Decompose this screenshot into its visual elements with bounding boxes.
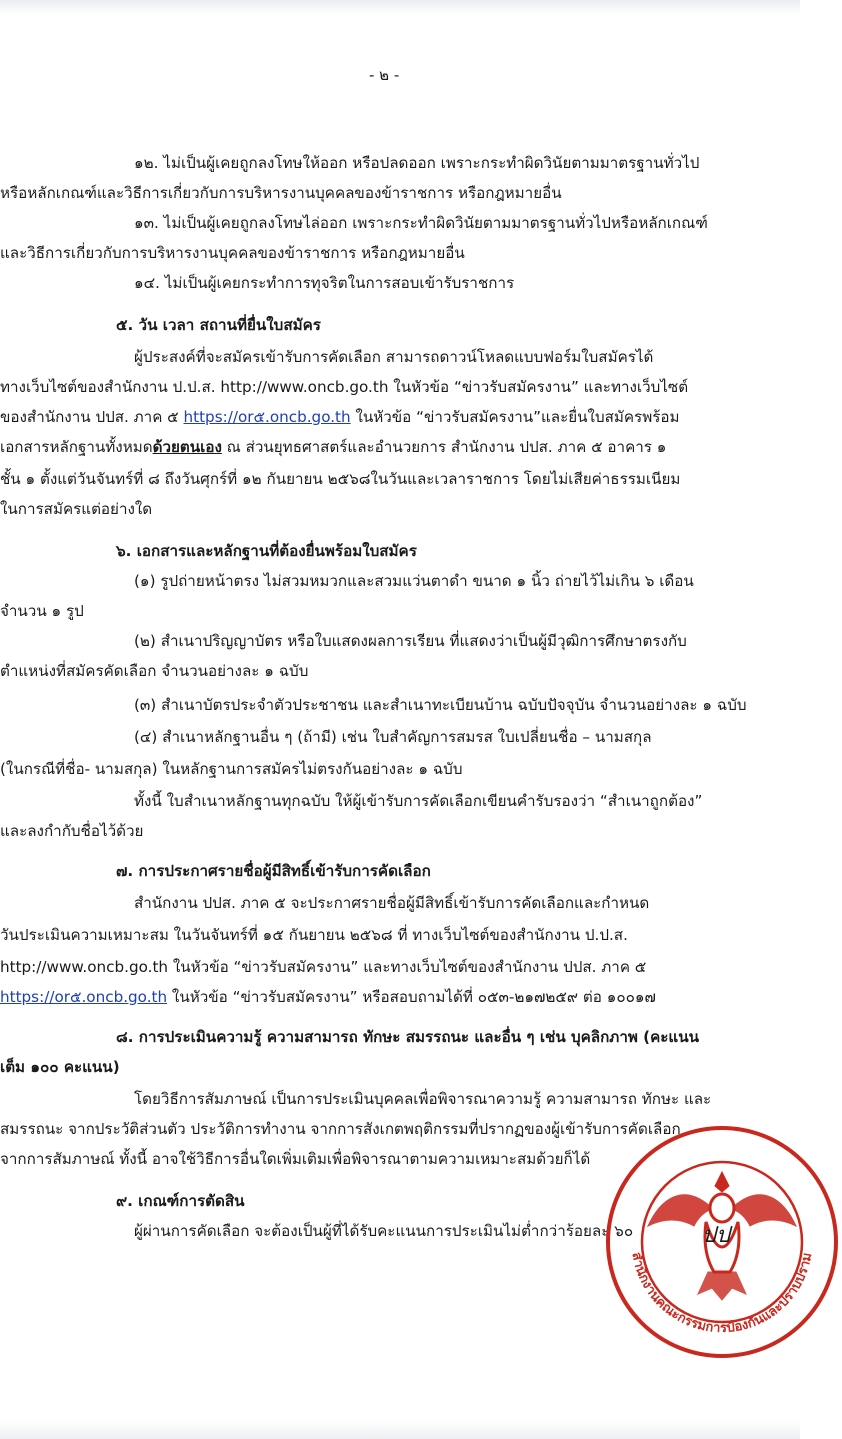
section6-line7: (ในกรณีที่ชื่อ- นามสกุล) ในหลักฐานการสมัครไม่ตรงกันอย่างละ ๑ ฉบับ (0, 760, 463, 778)
section8-line3: จากการสัมภาษณ์ ทั้งนี้ อาจใช้วิธีการอื่นใดเพิ่มเติมเพื่อพิจารณาตามความเหมาะสมด้วยก็ได้ (0, 1150, 591, 1168)
section6-line9: และลงกำกับชื่อไว้ด้วย (0, 822, 144, 840)
section8-line1: โดยวิธีการสัมภาษณ์ เป็นการประเมินบุคคลเพื่อพิจารณาความรู้ ความสามารถ ทักษะ และ (134, 1090, 712, 1108)
section6-line5: (๓) สำเนาบัตรประจำตัวประชาชน และสำเนาทะเบียนบ้าน ฉบับปัจจุบัน จำนวนอย่างละ ๑ ฉบับ (134, 696, 747, 714)
page-number: - ๒ - (369, 66, 400, 84)
section7-line4 (0, 987, 656, 1007)
section5-line4-text-b: ณ ส่วนยุทธศาสตร์และอำนวยการ สำนักงาน ปปส. ภาค ๕ อาคาร ๑ (221, 438, 667, 456)
section5-line1: ผู้ประสงค์ที่จะสมัครเข้ารับการคัดเลือก สามารถดาวน์โหลดแบบฟอร์มใบสมัครได้ (134, 348, 654, 366)
section6-line4: ตำแหน่งที่สมัครคัดเลือก จำนวนอย่างละ ๑ ฉบับ (0, 662, 309, 680)
page-top-shadow (0, 0, 800, 14)
section7-heading: ๗. การประกาศรายชื่อผู้มีสิทธิ์เข้ารับการคัดเลือก (116, 862, 431, 880)
section5-heading: ๕. วัน เวลา สถานที่ยื่นใบสมัคร (116, 316, 321, 334)
section8-line2: สมรรถนะ จากประวัติส่วนตัว ประวัติการทำงาน จากการสังเกตพฤติกรรมที่ปรากฏของผู้เข้ารับการคัดเลือก (0, 1120, 681, 1138)
section8-heading-line1: ๘. การประเมินความรู้ ความสามารถ ทักษะ สมรรถนะ และอื่น ๆ เช่น บุคลิกภาพ (คะแนน (116, 1028, 699, 1046)
section6-line8: ทั้งนี้ ใบสำเนาหลักฐานทุกฉบับ ให้ผู้เข้ารับการคัดเลือกเขียนคำรับรองว่า “สำเนาถูกต้อง” (134, 792, 703, 810)
section6-line1: (๑) รูปถ่ายหน้าตรง ไม่สวมหมวกและสวมแว่นตาดำ ขนาด ๑ นิ้ว ถ่ายไว้ไม่เกิน ๖ เดือน (134, 572, 694, 590)
section5-line3-text-a: ของสำนักงาน ปปส. ภาค ๕ (0, 408, 184, 426)
section9-line1: ผู้ผ่านการคัดเลือก จะต้องเป็นผู้ที่ได้รับคะแนนการประเมินไม่ต่ำกว่าร้อยละ ๖๐ (134, 1222, 634, 1240)
section6-line6: (๔) สำเนาหลักฐานอื่น ๆ (ถ้ามี) เช่น ใบสำคัญการสมรส ใบเปลี่ยนชื่อ – นามสกุล (134, 728, 652, 746)
section5-line4 (0, 437, 666, 457)
section8-heading-line2: เต็ม ๑๐๐ คะแนน) (0, 1058, 120, 1076)
signature-initials: ปป (702, 1223, 730, 1248)
region5-website-link-2[interactable]: https://or๕.oncb.go.th (0, 988, 168, 1006)
section6-line2: จำนวน ๑ รูป (0, 602, 84, 620)
section7-line2: วันประเมินความเหมาะสม ในวันจันทร์ที่ ๑๕ กันยายน ๒๕๖๘ ที่ ทางเว็บไซต์ของสำนักงาน ป.ป.ส. (0, 926, 628, 944)
section5-line5: ชั้น ๑ ตั้งแต่วันจันทร์ที่ ๘ ถึงวันศุกร์ที่ ๑๒ กันยายน ๒๕๖๘ในวันและเวลาราชการ โดยไม่เสียค่าธรรมเนียม (0, 470, 681, 488)
item-13-line1: ๑๓. ไม่เป็นผู้เคยถูกลงโทษไล่ออก เพราะกระทำผิดวินัยตามมาตรฐานทั่วไปหรือหลักเกณฑ์ (134, 214, 708, 232)
item-12-line1: ๑๒. ไม่เป็นผู้เคยถูกลงโทษให้ออก หรือปลดออก เพราะกระทำผิดวินัยตามมาตรฐานทั่วไป (134, 154, 700, 172)
section5-line4-text-a: เอกสารหลักฐานทั้งหมด (0, 438, 153, 456)
section5-line6: ในการสมัครแต่อย่างใด (0, 500, 153, 518)
section6-line3: (๒) สำเนาปริญญาบัตร หรือใบแสดงผลการเรียน ที่แสดงว่าเป็นผู้มีวุฒิการศึกษาตรงกับ (134, 632, 687, 650)
item-12-line2: หรือหลักเกณฑ์และวิธีการเกี่ยวกับการบริหารงานบุคคลของข้าราชการ หรือกฎหมายอื่น (0, 184, 562, 202)
section5-line2: ทางเว็บไซต์ของสำนักงาน ป.ป.ส. http://www.oncb.go.th ในหัวข้อ “ข่าวรับสมัครงาน” และทางเว็บไซต์ (0, 378, 689, 396)
item-13-line2: และวิธีการเกี่ยวกับการบริหารงานบุคคลของข้าราชการ หรือกฎหมายอื่น (0, 244, 465, 262)
seal-arc-text: สำนักงานคณะกรรมการป้องกันและปราบปราม (628, 1251, 816, 1337)
section6-heading: ๖. เอกสารและหลักฐานที่ต้องยื่นพร้อมใบสมัคร (116, 542, 417, 560)
page-bottom-shadow (0, 1421, 800, 1439)
section7-line4-text: ในหัวข้อ “ข่าวรับสมัครงาน” หรือสอบถามได้ที่ ๐๕๓-๒๑๗๒๕๙ ต่อ ๑๐๐๑๗ (167, 988, 656, 1006)
section5-line3-text-b: ในหัวข้อ “ข่าวรับสมัครงาน”และยื่นใบสมัครพร้อม (350, 408, 680, 426)
item-14-line1: ๑๔. ไม่เป็นผู้เคยกระทำการทุจริตในการสอบเข้ารับราชการ (134, 274, 515, 292)
in-person-emphasis: ด้วยตนเอง (152, 438, 222, 456)
section5-line3 (0, 407, 680, 427)
official-seal-stamp (602, 1122, 842, 1362)
section7-line3: http://www.oncb.go.th ในหัวข้อ “ข่าวรับสมัครงาน” และทางเว็บไซต์ของสำนักงาน ปปส. ภาค ๕ (0, 958, 647, 976)
section7-line1: สำนักงาน ปปส. ภาค ๕ จะประกาศรายชื่อผู้มีสิทธิ์เข้ารับการคัดเลือกและกำหนด (134, 894, 650, 912)
region5-website-link[interactable]: https://or๕.oncb.go.th (183, 408, 351, 426)
section9-heading: ๙. เกณฑ์การตัดสิน (116, 1192, 245, 1210)
